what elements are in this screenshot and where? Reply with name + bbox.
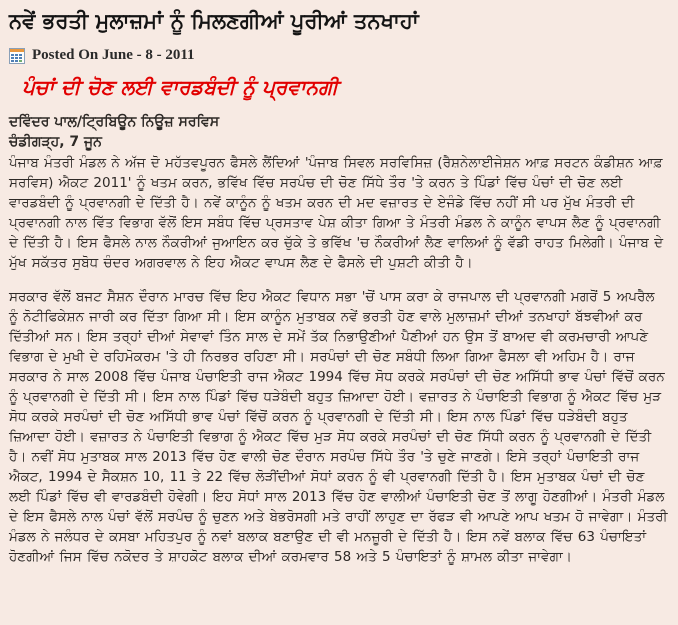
posted-on-row (9, 47, 668, 64)
article-paragraph-1: ਪੰਜਾਬ ਮੰਤਰੀ ਮੰਡਲ ਨੇ ਅੱਜ ਦੋ ਮਹੱਤਵਪੂਰਨ ਫੈਸਲੇ ਲੈਂਦਿਆਂ 'ਪੰਜਾਬ ਸਿਵਲ ਸਰਵਿਸਿਜ਼ (ਰੈਸ਼ਨੇਲਾਈਜੇਸ਼ਨ ਆਫ਼ ਸਰਟਨ ਕੰਡੀਸ਼ਨ ਆਫ਼ ਸਰਵਿਸ) ਐਕਟ 2011' ਨੂੰ ਖਤਮ ਕਰਨ, ਭਵਿੱਖ ਵਿੱਚ ਸਰਪੰਚ ਦੀ ਚੋਣ ਸਿੱਧੇ ਤੌਰ 'ਤੇ ਕਰਨ ਤੇ ਪਿੰਡਾਂ ਵਿੱਚ ਪੰਚਾਂ ਦੀ ਚੋਣ ਲਈ ਵਾਰਡਬੰਦੀ ਨੂੰ ਪ੍ਰਵਾਨਗੀ ਦੇ ਦਿੱਤੀ ਹੈ। ਨਵੇਂ ਕਾਨੂੰਨ ਨੂੰ ਖਤਮ ਕਰਨ ਦੀ ਮਦ ਵਜ਼ਾਰਤ ਦੇ ਏਜੰਡੇ ਵਿੱਚ ਨਹੀਂ ਸੀ ਪਰ ਮੁੱਖ ਮੰਤਰੀ ਦੀ ਪ੍ਰਵਾਨਗੀ ਨਾਲ ਵਿੱਤ ਵਿਭਾਗ ਵੱਲੋਂ ਇਸ ਸਬੰਧ ਵਿੱਚ ਪ੍ਰਸਤਾਵ ਪੇਸ਼ ਕੀਤਾ ਗਿਆ ਤੇ ਮੰਤਰੀ ਮੰਡਲ ਨੇ ਕਾਨੂੰਨ ਵਾਪਸ ਲੈਣ ਨੂੰ ਪ੍ਰਵਾਨਗੀ ਦੇ ਦਿੱਤੀ ਹੈ। ਇਸ ਫੈਸਲੇ ਨਾਲ ਨੌਕਰੀਆਂ ਜੁਆਇਨ ਕਰ ਚੁੱਕੇ ਤੇ ਭਵਿੱਖ 'ਚ ਨੌਕਰੀਆਂ ਲੈਣ ਵਾਲਿਆਂ ਨੂੰ ਵੱਡੀ ਰਾਹਤ ਮਿਲੇਗੀ। ਪੰਜਾਬ ਦੇ ਮੁੱਖ ਸਕੱਤਰ ਸੁਬੋਧ ਚੰਦਰ ਅਗਰਵਾਲ ਨੇ ਇਹ ਐਕਟ ਵਾਪਸ ਲੈਣ ਦੇ ਫੈਸਲੇ ਦੀ ਪੁਸ਼ਟੀ ਕੀਤੀ ਹੈ। (9, 155, 664, 272)
byline: ਦਵਿੰਦਰ ਪਾਲ/ਟ੍ਰਿਬਿਊਨ ਨਿਊਜ਼ ਸਰਵਿਸ (9, 114, 220, 131)
article-subheading: ਪੰਚਾਂ ਦੀ ਚੋਣ ਲਈ ਵਾਰਡਬੰਦੀ ਨੂੰ ਪ੍ਰਵਾਨਗੀ (22, 75, 339, 100)
dateline: ਚੰਡੀਗੜ੍ਹ, 7 ਜੂਨ (9, 134, 102, 151)
calendar-icon (9, 48, 25, 64)
article-paragraph-2: ਸਰਕਾਰ ਵੱਲੋਂ ਬਜਟ ਸੈਸ਼ਨ ਦੌਰਾਨ ਮਾਰਚ ਵਿੱਚ ਇਹ ਐਕਟ ਵਿਧਾਨ ਸਭਾ 'ਚੋਂ ਪਾਸ ਕਰਾ ਕੇ ਰਾਜਪਾਲ ਦੀ ਪ੍ਰਵਾਨਗੀ ਮਗਰੋਂ 5 ਅਪਰੈਲ ਨੂੰ ਨੋਟੀਫਿਕੇਸ਼ਨ ਜਾਰੀ ਕਰ ਦਿੱਤਾ ਗਿਆ ਸੀ। ਇਸ ਕਾਨੂੰਨ ਮੁਤਾਬਕ ਨਵੇਂ ਭਰਤੀ ਹੋਣ ਵਾਲੇ ਮੁਲਾਜ਼ਮਾਂ ਦੀਆਂ ਤਨਖਾਹਾਂ ਬੱਝਵੀਆਂ ਕਰ ਦਿੱਤੀਆਂ ਸਨ। ਇਸ ਤਰ੍ਹਾਂ ਦੀਆਂ ਸੇਵਾਵਾਂ ਤਿੰਨ ਸਾਲ ਦੇ ਸਮੇਂ ਤੱਕ ਨਿਭਾਉਣੀਆਂ ਪੈਣੀਆਂ ਹਨ ਉਸ ਤੋਂ ਬਾਅਦ ਵੀ ਕਰਮਚਾਰੀ ਆਪਣੇ ਵਿਭਾਗ ਦੇ ਮੁਖੀ ਦੇ ਰਹਿਮੋਕਰਮ 'ਤੇ ਹੀ ਨਿਰਭਰ ਰਹਿਣਾ ਸੀ। ਸਰਪੰਚਾਂ ਦੀ ਚੋਣ ਸਬੰਧੀ ਲਿਆ ਗਿਆ ਫੈਸਲਾ ਵੀ ਅਹਿਮ ਹੈ। ਰਾਜ ਸਰਕਾਰ ਨੇ ਸਾਲ 2008 ਵਿੱਚ ਪੰਜਾਬ ਪੰਚਾਇਤੀ ਰਾਜ ਐਕਟ 1994 ਵਿੱਚ ਸੋਧ ਕਰਕੇ ਸਰਪੰਚਾਂ ਦੀ ਚੋਣ ਅਸਿੱਧੀ ਭਾਵ ਪੰਚਾਂ ਵਿੱਚੋਂ ਕਰਨ ਨੂੰ ਪ੍ਰਵਾਨਗੀ ਦੇ ਦਿੱਤੀ ਸੀ। ਇਸ ਨਾਲ ਪਿੰਡਾਂ ਵਿੱਚ ਧੜੇਬੰਦੀ ਬਹੁਤ ਜ਼ਿਆਦਾ ਹੋਈ। ਵਜ਼ਾਰਤ ਨੇ ਪੰਚਾਇਤੀ ਵਿਭਾਗ ਨੂੰ ਐਕਟ ਵਿੱਚ ਮੁੜ ਸੋਧ ਕਰਕੇ ਸਰਪੰਚਾਂ ਦੀ ਚੋਣ ਅਸਿੱਧੀ ਭਾਵ ਪੰਚਾਂ ਵਿੱਚੋਂ ਕਰਨ ਨੂੰ ਪ੍ਰਵਾਨਗੀ ਦੇ ਦਿੱਤੀ ਸੀ। ਇਸ ਨਾਲ ਪਿੰਡਾਂ ਵਿੱਚ ਧੜੇਬੰਦੀ ਬਹੁਤ ਜ਼ਿਆਦਾ ਹੋਈ। ਵਜ਼ਾਰਤ ਨੇ ਪੰਚਾਇਤੀ ਵਿਭਾਗ ਨੂੰ ਐਕਟ ਵਿੱਚ ਮੁੜ ਸੋਧ ਕਰਕੇ ਸਰਪੰਚਾਂ ਦੀ ਚੋਣ ਸਿੱਧੀ ਕਰਨ ਨੂੰ ਪ੍ਰਵਾਨਗੀ ਦੇ ਦਿੱਤੀ ਹੈ। ਨਵੀਂ ਸੋਧ ਮੁਤਾਬਕ ਸਾਲ 2013 ਵਿੱਚ ਹੋਣ ਵਾਲੀ ਚੋਣ ਦੌਰਾਨ ਸਰਪੰਚ ਸਿੱਧੇ ਤੌਰ 'ਤੇ ਚੁਣੇ ਜਾਣਗੇ। ਇਸੇ ਤਰ੍ਹਾਂ ਪੰਚਾਇਤੀ ਰਾਜ ਐਕਟ, 1994 ਦੇ ਸੈਕਸ਼ਨ 10, 11 ਤੇ 22 ਵਿੱਚ ਲੋੜੀਂਦੀਆਂ ਸੋਧਾਂ ਕਰਨ ਨੂੰ ਵੀ ਪ੍ਰਵਾਨਗੀ ਦਿੱਤੀ ਹੈ। ਇਸ ਮੁਤਾਬਕ ਪੰਚਾਂ ਦੀ ਚੋਣ ਲਈ ਪਿੰਡਾਂ ਵਿੱਚ ਵੀ ਵਾਰਡਬੰਦੀ ਹੋਵੇਗੀ। ਇਹ ਸੋਧਾਂ ਸਾਲ 2013 ਵਿੱਚ ਹੋਣ ਵਾਲੀਆਂ ਪੰਚਾਇਤੀ ਚੋਣ ਤੋਂ ਲਾਗੂ ਹੋਣਗੀਆਂ। ਮੰਤਰੀ ਮੰਡਲ ਦੇ ਇਸ ਫੈਸਲੇ ਨਾਲ ਪੰਚਾਂ ਵੱਲੋਂ ਸਰਪੰਚ ਨੂੰ ਚੁਣਨ ਅਤੇ ਬੇਭਰੋਸਗੀ ਮਤੇ ਰਾਹੀਂ ਲਾਹੁਣ ਦਾ ਰੱਫੜ ਵੀ ਆਪਣੇ ਆਪ ਖਤਮ ਹੋ ਜਾਵੇਗਾ। ਮੰਤਰੀ ਮੰਡਲ ਨੇ ਜਲੰਧਰ ਦੇ ਕਸਬਾ ਮਹਿਤਪੁਰ ਨੂੰ ਨਵਾਂ ਬਲਾਕ ਬਣਾਉਣ ਦੀ ਵੀ ਮਨਜ਼ੂਰੀ ਦੇ ਦਿੱਤੀ ਹੈ। ਇਸ ਨਵੇਂ ਬਲਾਕ ਵਿੱਚ 63 ਪੰਚਾਇਤਾਂ ਹੋਣਗੀਆਂ ਜਿਸ ਵਿੱਚ ਨਕੋਦਰ ਤੇ ਸ਼ਾਹਕੋਟ ਬਲਾਕ ਦੀਆਂ ਕਰਮਵਾਰ 58 ਅਤੇ 5 ਪੰਚਾਇਤਾਂ ਨੂੰ ਸ਼ਾਮਲ ਕੀਤਾ ਜਾਵੇਗਾ। (9, 289, 668, 566)
posted-on-text: Posted On June - 8 - 2011 (32, 47, 195, 64)
page-title: ਨਵੇਂ ਭਰਤੀ ਮੁਲਾਜ਼ਮਾਂ ਨੂੰ ਮਿਲਣਗੀਆਂ ਪੂਰੀਆਂ ਤਨਖਾਹਾਂ (9, 9, 419, 33)
